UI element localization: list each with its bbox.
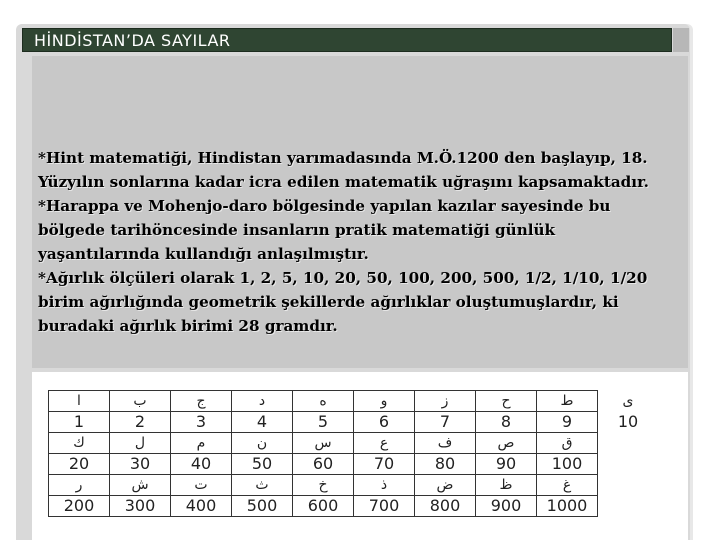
side-accent-bar: [673, 28, 689, 52]
table-cell: 800: [415, 496, 476, 517]
table-cell: 900: [476, 496, 537, 517]
table-cell: 80: [415, 454, 476, 475]
table-row: [49, 475, 659, 496]
table-cell: 60: [293, 454, 354, 475]
table-cell: ز: [415, 391, 476, 412]
table-cell: ت: [171, 475, 232, 496]
table-cell: 9: [537, 412, 598, 433]
table-cell: ا: [49, 391, 110, 412]
table-cell: 6: [354, 412, 415, 433]
table-cell: 600: [293, 496, 354, 517]
table-cell: [598, 496, 659, 517]
table-cell: ع: [354, 433, 415, 454]
body-line: *Hint matematiği, Hindistan yarımadasında M.Ö.1200 den başlayıp, 18.: [38, 149, 648, 167]
table-cell: 7: [415, 412, 476, 433]
body-line: *Harappa ve Mohenjo-daro bölgesinde yapılan kazılar sayesinde bu: [38, 197, 611, 215]
table-row: [49, 391, 659, 412]
table-cell: ب: [110, 391, 171, 412]
table-cell: ح: [476, 391, 537, 412]
table-cell: 500: [232, 496, 293, 517]
table-cell: و: [354, 391, 415, 412]
table-cell: 30: [110, 454, 171, 475]
table-row: [49, 412, 659, 433]
body-line: *Ağırlık ölçüleri olarak 1, 2, 5, 10, 20, 50, 100, 200, 500, 1/2, 1/10, 1/20: [38, 269, 648, 287]
table-cell: ذ: [354, 475, 415, 496]
table-cell: ظ: [476, 475, 537, 496]
table-cell: 70: [354, 454, 415, 475]
table-cell: ر: [49, 475, 110, 496]
abjad-table-area: [32, 372, 688, 540]
table-cell: [598, 475, 659, 496]
table-cell: 5: [293, 412, 354, 433]
table-cell: 20: [49, 454, 110, 475]
body-text: [38, 146, 678, 338]
table-cell: 50: [232, 454, 293, 475]
body-line: Yüzyılın sonlarına kadar icra edilen matematik uğraşını kapsamaktadır.: [38, 173, 649, 191]
body-line: bölgede tarihöncesinde insanların pratik matematiği günlük: [38, 221, 556, 239]
table-cell: 1: [49, 412, 110, 433]
table-cell: ف: [415, 433, 476, 454]
table-cell: غ: [537, 475, 598, 496]
table-cell: 8: [476, 412, 537, 433]
table-cell: ص: [476, 433, 537, 454]
table-cell: ى: [622, 393, 634, 409]
table-cell: 700: [354, 496, 415, 517]
table-cell: 3: [171, 412, 232, 433]
table-cell: خ: [293, 475, 354, 496]
table-cell: 1000: [537, 496, 598, 517]
table-cell: ج: [171, 391, 232, 412]
table-cell: 200: [49, 496, 110, 517]
table-cell: 400: [171, 496, 232, 517]
table-row: [49, 496, 659, 517]
table-cell: [598, 433, 659, 454]
table-cell: ل: [110, 433, 171, 454]
table-cell: 2: [110, 412, 171, 433]
table-cell: 4: [232, 412, 293, 433]
slide-title: HİNDİSTAN’DA SAYILAR: [34, 31, 231, 50]
table-cell: 40: [171, 454, 232, 475]
table-row: [49, 454, 659, 475]
table-cell: 90: [476, 454, 537, 475]
table-cell: س: [293, 433, 354, 454]
table-cell: ث: [232, 475, 293, 496]
table-cell: 100: [537, 454, 598, 475]
table-cell: ق: [537, 433, 598, 454]
table-cell: ه: [293, 391, 354, 412]
table-cell: ش: [110, 475, 171, 496]
table-cell: ك: [49, 433, 110, 454]
table-cell: ط: [537, 391, 598, 412]
body-line: birim ağırlığında geometrik şekillerde ağırlıklar oluştumuşlardır, ki: [38, 293, 619, 311]
body-line: buradaki ağırlık birimi 28 gramdır.: [38, 317, 338, 335]
table-cell: 300: [110, 496, 171, 517]
table-cell: د: [232, 391, 293, 412]
table-row: [49, 433, 659, 454]
table-cell: م: [171, 433, 232, 454]
table-cell: ن: [232, 433, 293, 454]
table-cell: [598, 454, 659, 475]
table-cell: 10: [617, 412, 639, 431]
abjad-numeral-table: [48, 390, 659, 517]
table-cell: ض: [415, 475, 476, 496]
body-line: yaşantılarında kullandığı anlaşılmıştır.: [38, 245, 369, 263]
